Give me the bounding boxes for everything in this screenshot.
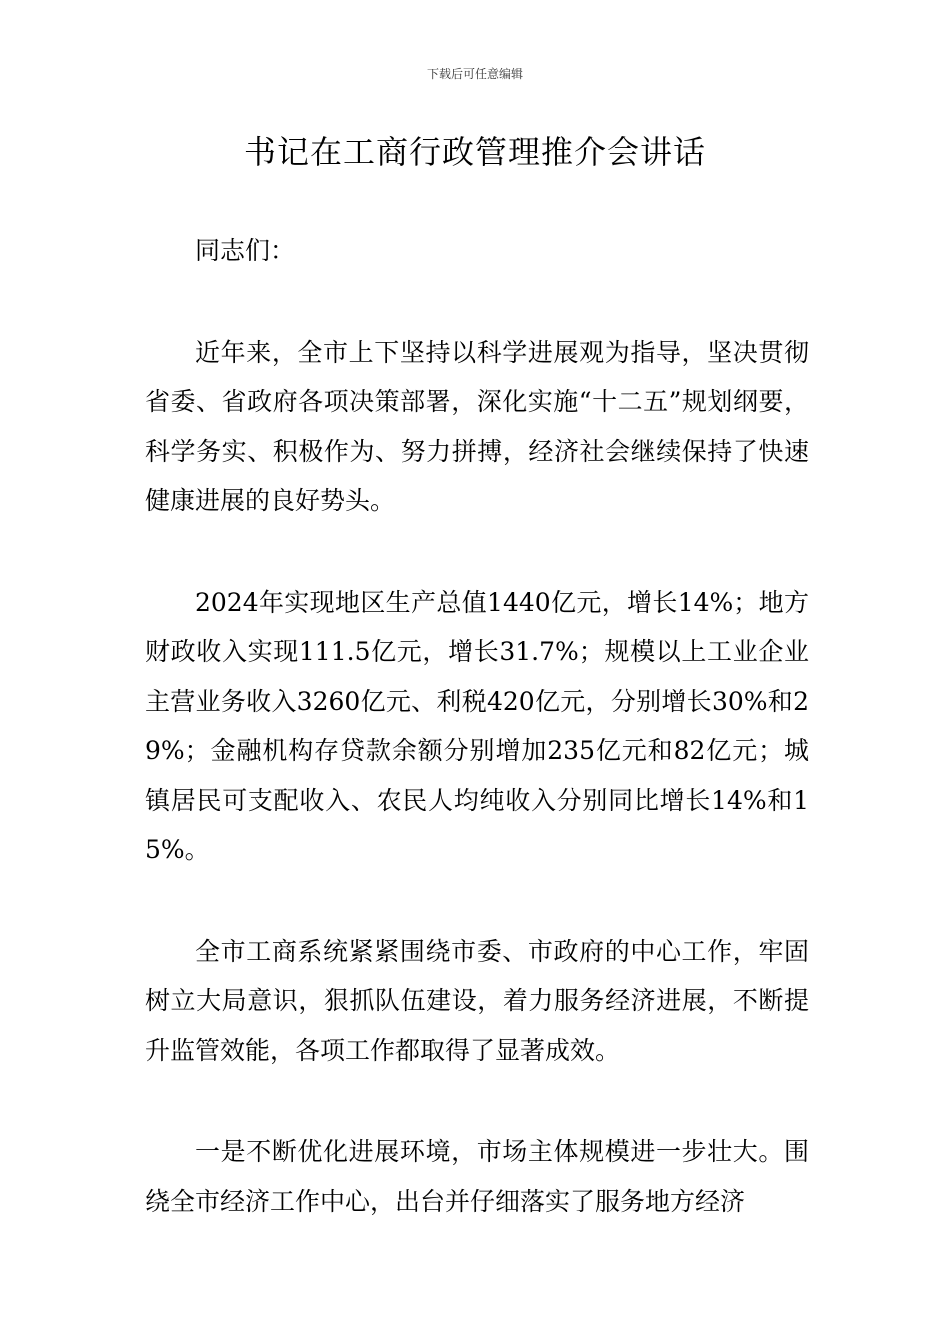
paragraph: 一是不断优化进展环境，市场主体规模进一步壮大。围绕全市经济工作中心，出台并仔细落实了服务地方经济 [145, 1137, 809, 1216]
header-note: 下载后可任意编辑 [426, 67, 523, 81]
paragraph-greeting: 同志们： [195, 236, 296, 265]
paragraph: 2024年实现地区生产总值1440亿元，增长14%；地方财政收入实现111.5亿元，增长31.7%；规模以上工业企业主营业务收入3260亿元、利税420亿元，分别增长30%和29%；金融机构存贷款余额分别增加235亿元和82亿元；城镇居民可支配收入、农民人均纯收入分别同比增长14%和15%。 [145, 587, 809, 864]
paragraph: 全市工商系统紧紧围绕市委、市政府的中心工作，牢固树立大局意识，狠抓队伍建设，着力服务经济进展，不断提升监管效能，各项工作都取得了显著成效。 [145, 936, 809, 1065]
paragraph: 近年来，全市上下坚持以科学进展观为指导，坚决贯彻省委、省政府各项决策部署，深化实施“十二五”规划纲要，科学务实、积极作为、努力拼搏，经济社会继续保持了快速健康进展的良好势头。 [145, 337, 809, 515]
document-title: 书记在工商行政管理推介会讲话 [243, 133, 706, 171]
document-body [145, 226, 809, 1278]
